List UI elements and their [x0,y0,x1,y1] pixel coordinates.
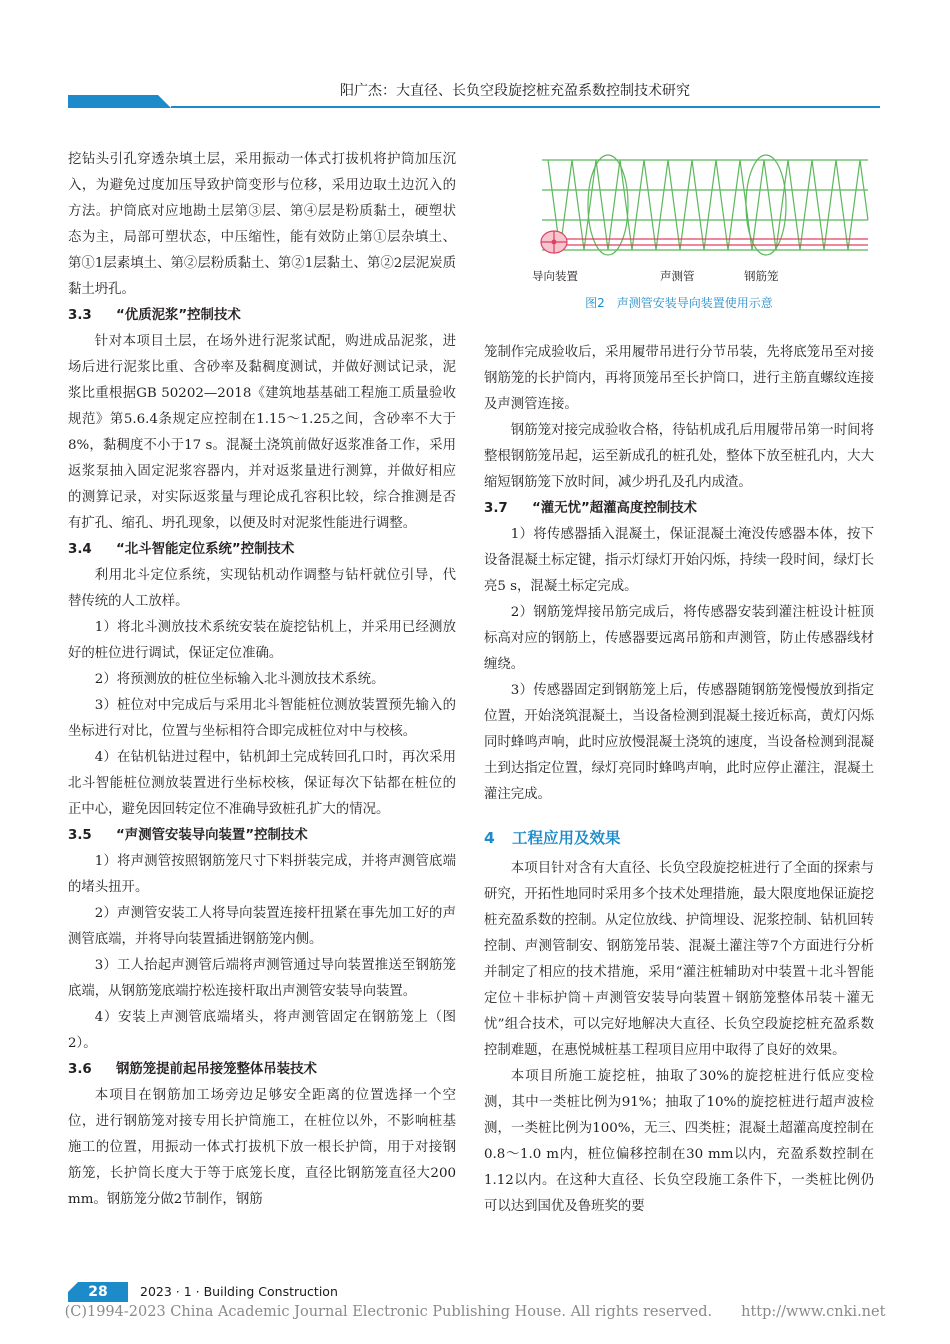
section-heading-3-6 [68,1057,456,1083]
list-item: 4）在钻机钻进过程中，钻机卸土完成转回孔口时，再次采用北斗智能桩位测放装置进行坐标校核，保证每次下钻都在桩位的正中心，避免因回转定位不准确导致桩孔扩大的情况。 [68,750,456,817]
running-title: 阳广杰：大直径、长负空段旋挖桩充盈系数控制技术研究 [340,83,690,99]
paragraph: 本项目所施工旋挖桩，抽取了30%的旋挖桩进行低应变检测，其中一类桩比例为91%；抽取了10%的旋挖桩进行超声波检测，一类桩比例为100%，无三、四类桩；混凝土超灌高度控制在0.8～1.0 m内，桩位偏移控制在30 mm以内，充盈系数控制在1.12以内。在这种大直径、长负空段施工条件下，一类桩比例仍可以达到国优及鲁班奖的要 [484,1069,874,1214]
paragraph: 笼制作完成验收后，采用履带吊进行分节吊装，先将底笼吊至对接钢筋笼的长护筒内，再将顶笼吊至长护筒口，进行主筋直螺纹连接及声测管连接。 [484,345,874,412]
label-guide-device: 导向装置 [532,269,578,283]
journal-info: 2023 · 1 · Building Construction [140,1284,338,1299]
section-title: “优质泥浆”控制技术 [116,308,241,323]
header-bar [68,95,880,108]
label-sound-pipe: 声测管 [660,269,695,283]
paragraph: 本项目针对含有大直径、长负空段旋挖桩进行了全面的探索与研究，开拓性地同时采用多个技术处理措施，最大限度地保证旋挖桩充盈系数的控制。从定位放线、护筒埋设、泥浆控制、钻机回转控制、声测管制安、钢筋笼吊装、混凝土灌注等7个方面进行分析并制定了相应的技术措施，采用“灌注桩辅助对中装置＋北斗智能定位＋非标护筒＋声测管安装导向装置＋钢筋笼整体吊装＋灌无忧”组合技术，可以完好地解决大直径、长负空段旋挖桩充盈系数控制难题，在惠悦城桩基工程项目应用中取得了良好的效果。 [484,861,874,1058]
paragraph: 本项目在钢筋加工场旁边足够安全距离的位置选择一个空位，进行钢筋笼对接专用长护筒施工，在桩位以外，不影响桩基施工的位置，用振动一体式打拔机下放一根长护筒，用于对接钢筋笼，长护筒长度大于等于底笼长度，直径比钢筋笼直径大200 mm。钢筋笼分做2节制作，钢筋 [68,1088,456,1207]
list-item: 3）传感器固定到钢筋笼上后，传感器随钢筋笼慢慢放到指定位置，开始浇筑混凝土，当设备检测到混凝土接近标高，黄灯闪烁同时蜂鸣声响，此时应放慢混凝土浇筑的速度，当设备检测到混凝土到达指定位置，绿灯亮同时蜂鸣声响，此时应停止灌注，混凝土灌注完成。 [484,683,874,802]
list-item: 1）将声测管按照钢筋笼尺寸下料拼装完成，并将声测管底端的堵头扭开。 [68,854,456,895]
paragraph: 针对本项目土层，在场外进行泥浆试配，购进成品泥浆，进场后进行泥浆比重、含砂率及黏稠度测试，并做好测试记录，泥浆比重根据GB 50202—2018《建筑地基基础工程施工质量验收规范》第5.6.4条规定应控制在1.15～1.25之间，含砂率不大于8%，黏稠度不小于17 s。混凝土浇筑前做好返浆准备工作，采用返浆泵抽入固定泥浆容器内，并对返浆量进行测算，并做好相应的测算记录，对实际返浆量与理论成孔容积比较，综合推测是否有扩孔、缩孔、坍孔现象，以便及时对泥浆性能进行调整。 [68,334,456,531]
section-title: 工程应用及效果 [512,829,621,847]
section-heading-3-3 [68,303,456,329]
list-item: 3）工人抬起声测管后端将声测管通过导向装置推送至钢筋笼底端，从钢筋笼底端拧松连接杆取出声测管安装导向装置。 [68,958,456,999]
list-item: 2）声测管安装工人将导向装置连接杆扭紧在事先加工好的声测管底端，并将导向装置插进钢筋笼内侧。 [68,906,456,947]
label-rebar-cage: 钢筋笼 [744,269,779,283]
figure-2 [484,150,874,310]
paragraph: 钢筋笼对接完成验收合格，待钻机成孔后用履带吊第一时间将整根钢筋笼吊起，运至新成孔的桩孔处，整体下放至桩孔内，大大缩短钢筋笼下放时间，减少坍孔及孔内成渣。 [484,423,874,490]
section-number: 3.4 [68,542,92,557]
section-heading-3-7 [484,496,874,522]
list-item: 1）将传感器插入混凝土，保证混凝土淹没传感器本体，按下设备混凝土标定键，指示灯绿灯开始闪烁，持续一段时间，绿灯长亮5 s，混凝土标定完成。 [484,527,874,594]
list-item: 3）桩位对中完成后与采用北斗智能桩位测放装置预先输入的坐标进行对比，位置与坐标相符合即完成桩位对中与校核。 [68,698,456,739]
paragraph: 利用北斗定位系统，实现钻机动作调整与钻杆就位引导，代替传统的人工放样。 [68,568,456,609]
list-item: 4）安装上声测管底端堵头，将声测管固定在钢筋笼上（图2）。 [68,1010,456,1051]
section-number: 3.3 [68,308,92,323]
copyright-watermark: (C)1994-2023 China Academic Journal Electronic Publishing House. All rights reserved. http://www.cnki.net [64,1304,886,1320]
figure-caption: 图2 声测管安装导向装置使用示意 [585,296,773,310]
page-number: 28 [68,1282,128,1302]
section-title: “声测管安装导向装置”控制技术 [116,828,308,843]
section-heading-4 [484,826,874,850]
right-column [484,340,874,1220]
section-title: 钢筋笼提前起吊接笼整体吊装技术 [116,1062,317,1077]
list-item: 2）将预测放的桩位坐标输入北斗测放技术系统。 [94,672,385,687]
section-title: “灌无忧”超灌高度控制技术 [532,501,697,516]
left-column [68,147,456,1213]
section-number: 4 [484,829,495,847]
list-item: 1）将北斗测放技术系统安装在旋挖钻机上，并采用已经测放好的桩位进行调试，保证定位准确。 [68,620,456,661]
section-number: 3.6 [68,1062,92,1077]
section-number: 3.7 [484,501,508,516]
section-title: “北斗智能定位系统”控制技术 [116,542,295,557]
page-number-corner [68,1282,78,1292]
guide-device-diagram [484,150,874,268]
section-heading-3-4 [68,537,456,563]
section-heading-3-5 [68,823,456,849]
list-item: 2）钢筋笼焊接吊筋完成后，将传感器安装到灌注桩设计桩顶标高对应的钢筋上，传感器要远离吊筋和声测管，防止传感器线材缠绕。 [484,605,874,672]
section-number: 3.5 [68,828,92,843]
paragraph: 挖钻头引孔穿透杂填土层，采用振动一体式打拔机将护筒加压沉入，为避免过度加压导致护筒变形与位移，采用边取土边沉入的方法。护筒底对应地勘土层第③层、第④层是粉质黏土，硬塑状态为主，局部可塑状态，中压缩性，能有效防止第①层杂填土、第①1层素填土、第②层粉质黏土、第②1层黏土、第②2层泥炭质黏土坍孔。 [68,152,456,297]
